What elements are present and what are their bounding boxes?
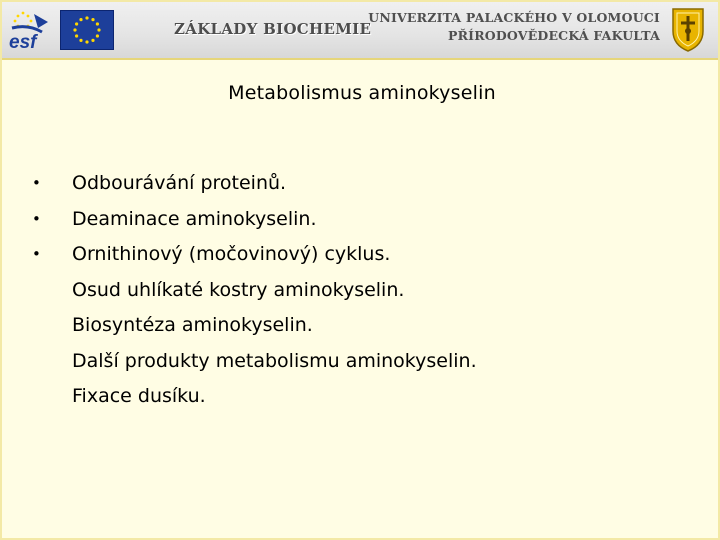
- list-item: [28, 237, 688, 273]
- list-item-text: Deaminace aminokyselin.: [72, 207, 317, 230]
- list-item-text: Biosyntéza aminokyselin.: [72, 314, 313, 336]
- list-item: [28, 308, 688, 344]
- university-name: UNIVERZITA PALACKÉHO V OLOMOUCI: [368, 10, 660, 25]
- list-item-text: Další produkty metabolismu aminokyselin.: [72, 349, 477, 372]
- list-item: [28, 344, 688, 380]
- course-title: ZÁKLADY BIOCHEMIE: [174, 20, 372, 38]
- list-item: [28, 202, 688, 238]
- list-item-text: Ornithinový (močovinový) cyklus.: [72, 243, 391, 265]
- slide-title: Metabolismus aminokyselin: [228, 82, 496, 104]
- eu-flag-icon: [60, 10, 114, 50]
- bullet: •: [32, 174, 41, 192]
- header-band: [2, 2, 718, 60]
- esf-logo-text: esf: [9, 32, 37, 50]
- list-item-text: Fixace dusíku.: [72, 385, 206, 407]
- esf-logo-icon: [8, 10, 56, 50]
- list-item-text: Osud uhlíkaté kostry aminokyselin.: [72, 278, 405, 301]
- list-item-text: Odbourávání proteinů.: [72, 172, 287, 194]
- bullet: •: [32, 245, 41, 263]
- topic-list: [28, 166, 688, 415]
- faculty-name: PŘÍRODOVĚDECKÁ FAKULTA: [447, 28, 660, 43]
- university-crest-icon: [670, 7, 706, 53]
- list-item: [28, 166, 688, 202]
- bullet: •: [32, 209, 41, 228]
- list-item: [28, 379, 688, 415]
- list-item: [28, 273, 688, 309]
